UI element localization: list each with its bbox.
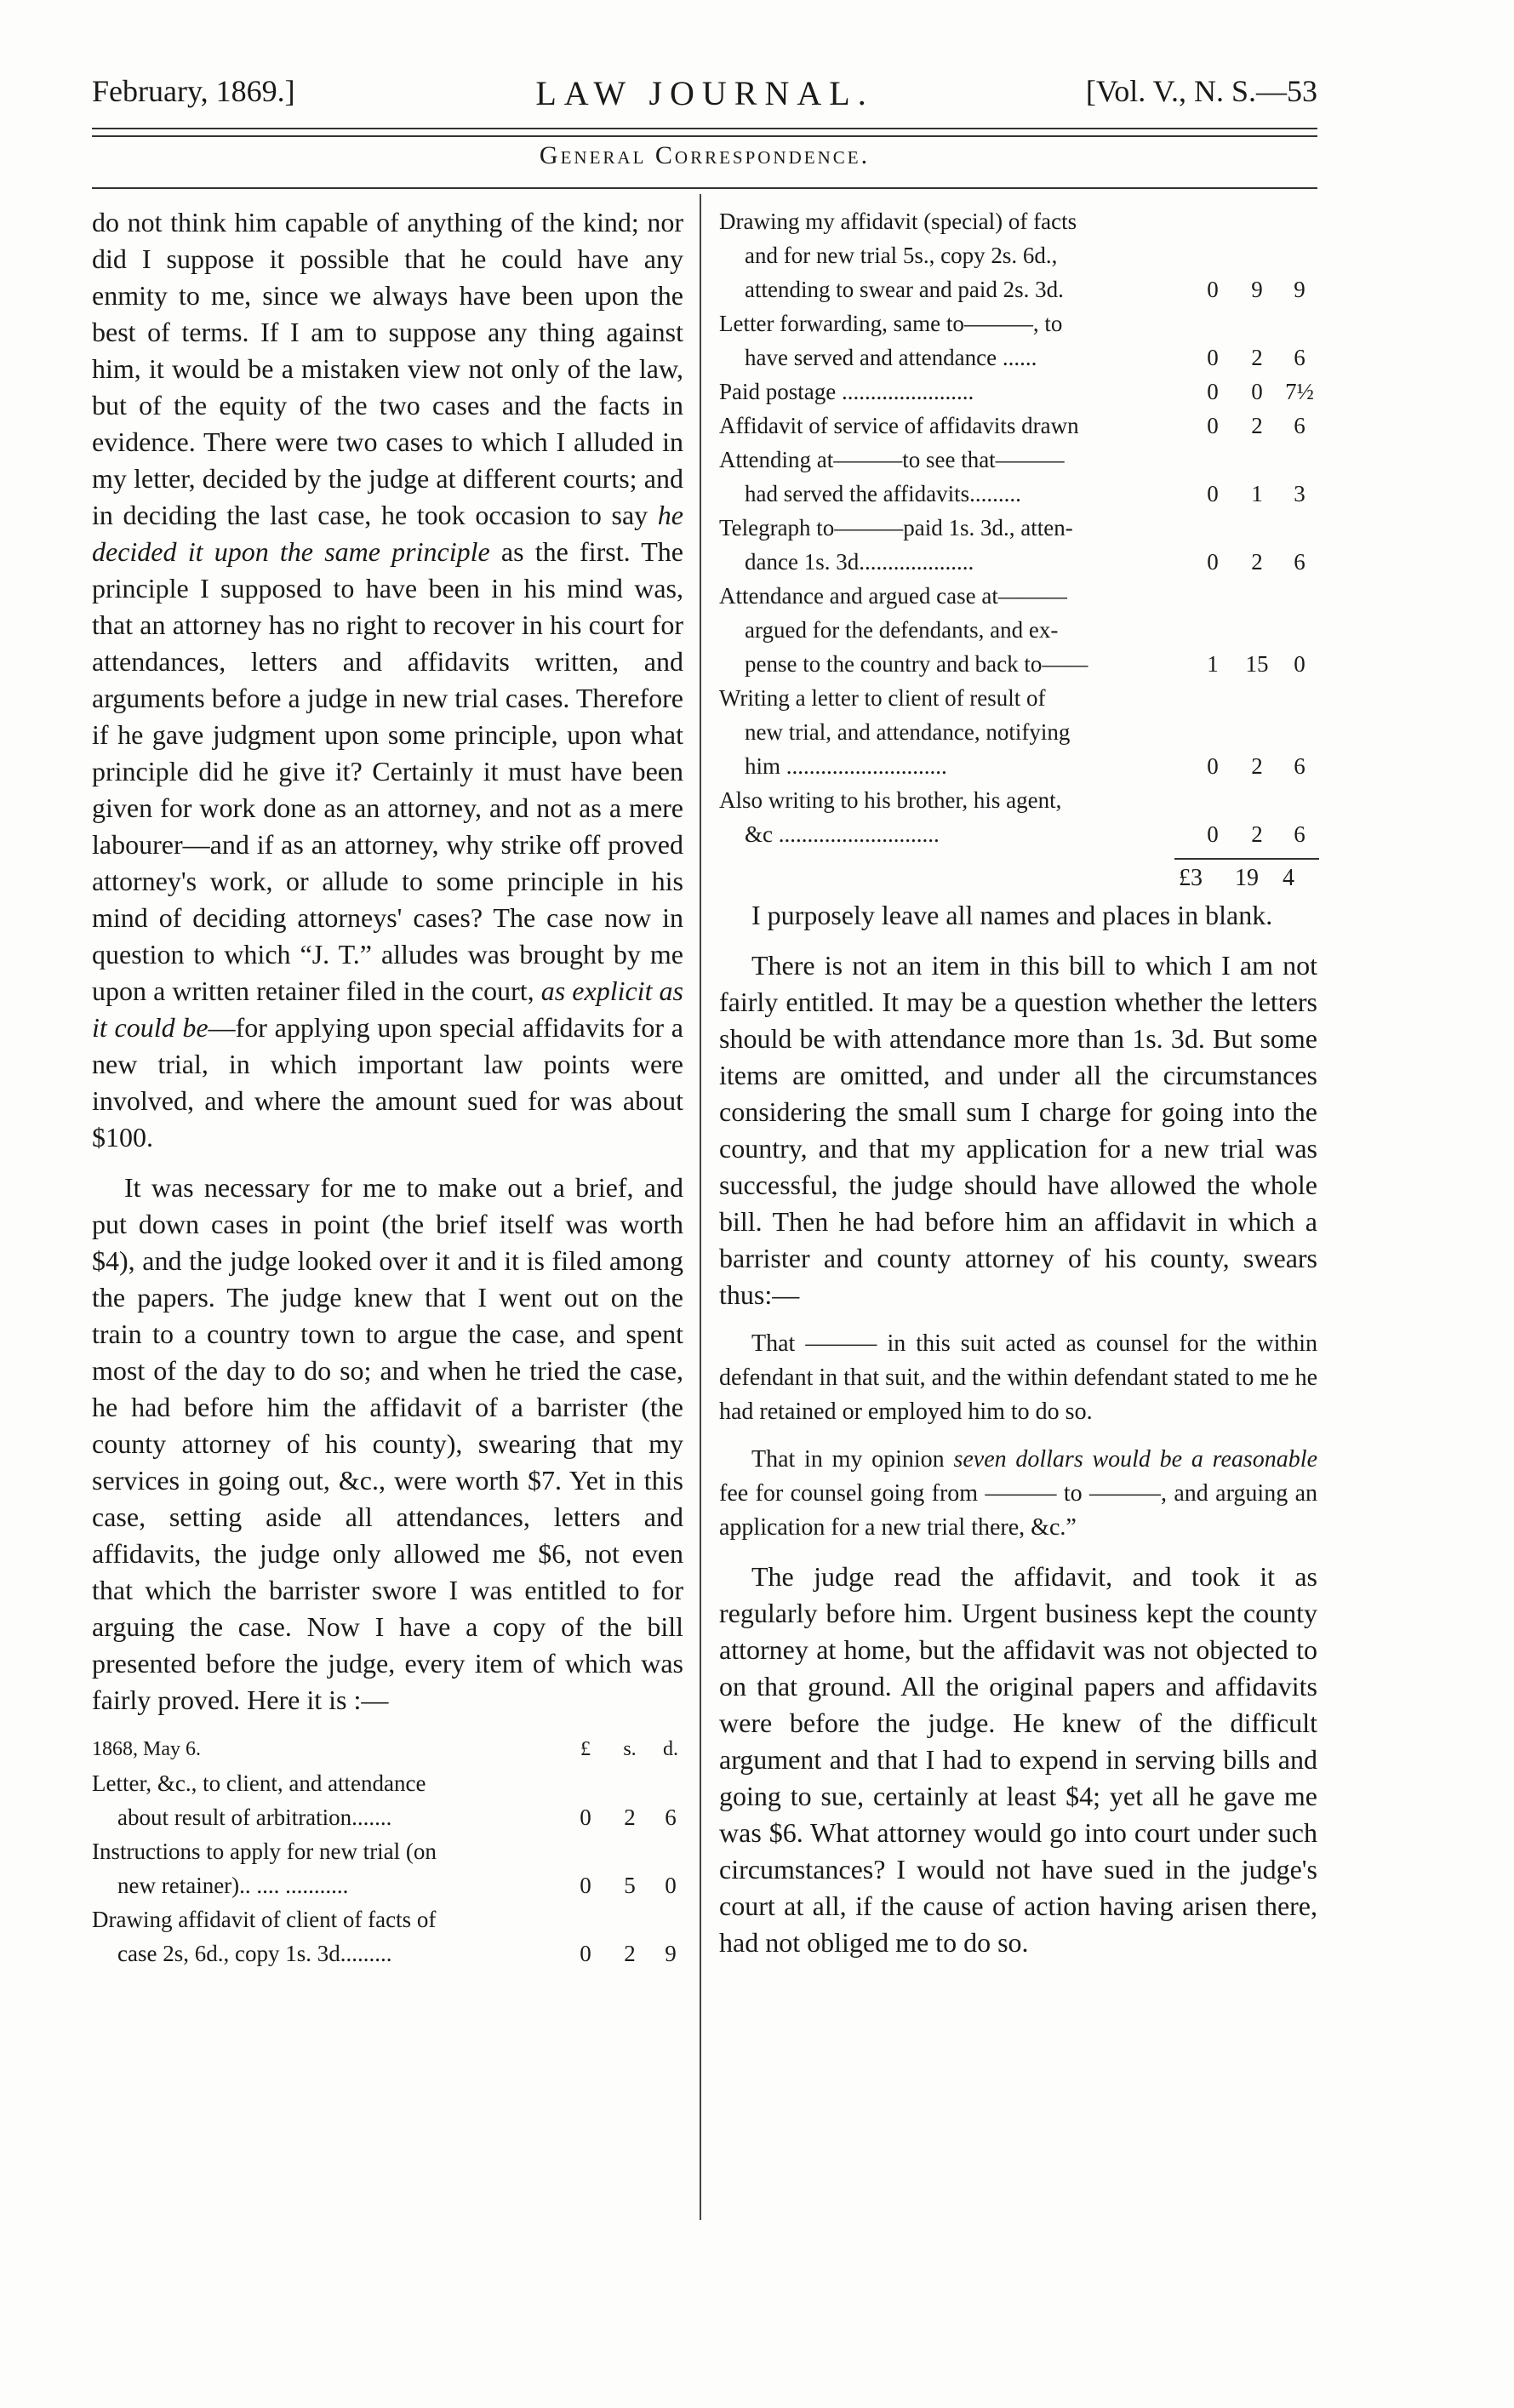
pounds-heading: £	[580, 1738, 591, 1760]
bill-item: Drawing affidavit of client of facts of case 2s, 6d., copy 1s. 3d......... 0 2 9	[92, 1907, 677, 1966]
running-header	[92, 73, 1317, 121]
total-shillings: 19	[1235, 865, 1259, 891]
total-pounds: £3	[1179, 865, 1203, 891]
bill-item: Letter, &c., to client, and attendance about result of arbitration....... 0 2 6	[92, 1770, 677, 1830]
column-divider	[700, 194, 701, 2220]
bill-item: Writing a letter to client of result of new trial, and attendance, notifying him ............................ 0 2 6	[719, 685, 1305, 779]
bill-item: Telegraph to———paid 1s. 3d., atten- dance 1s. 3d.................... 0 2 6	[719, 515, 1305, 575]
bill-item: Affidavit of service of affidavits drawn 0 2 6	[719, 413, 1305, 438]
header-double-rule	[92, 128, 1317, 137]
bill-item: Paid postage ....................... 0 0 7½	[719, 379, 1314, 404]
bill-item: Drawing my affidavit (special) of facts and for new trial 5s., copy 2s. 6d., attending to swear and paid 2s. 3d. 0 9 9	[719, 209, 1305, 302]
volume-page: [Vol. V., N. S.—53	[1085, 74, 1317, 108]
bill-item: Letter forwarding, same to———, to have served and attendance ...... 0 2 6	[719, 311, 1305, 370]
bill-date: 1868, May 6.	[92, 1738, 201, 1760]
paragraph: I purposely leave all names and places in blank.	[751, 900, 1273, 930]
total-pence: 4	[1283, 865, 1294, 891]
paragraph: It was necessary for me to make out a brief, and put down cases in point (the brief itself was worth $4), and the judge looked over it and it is filed among the papers. The judge knew that I went out on the train to a country town to argue the case, and spent most of the day to do so; and when he tried the case, he had before him the affidavit of a barrister (the county attorney of his county), swearing that my services in going out, &c., were worth $7. Yet in this case, setting aside all attendances, letters and affidavits, the judge only allowed me $6, not even that which the barrister swore I was entitled to for arguing the case. Now I have a copy of the bill presented before the judge, every item of which was fairly proved. Here it is :—	[92, 1172, 683, 1715]
affidavit-quote: That in my opinion seven dollars would be a reasonable fee for counsel going from ——— to ———, and arguing an application for a new trial there, &c.”	[719, 1446, 1317, 1541]
section-title: General Correspondence.	[539, 141, 871, 169]
bill-item: Instructions to apply for new trial (on new retainer).. .... ........... 0 5 0	[92, 1839, 677, 1898]
bill-item: Attendance and argued case at——— argued for the defendants, and ex- pense to the country and back to—— 1 15 0	[719, 583, 1305, 677]
bill-of-costs-continued	[719, 204, 1317, 897]
bill-total	[719, 860, 1317, 897]
pence-heading: d.	[663, 1738, 678, 1760]
shillings-heading: s.	[623, 1738, 637, 1760]
journal-title: LAW JOURNAL.	[535, 74, 874, 112]
bill-item: Also writing to his brother, his agent, &c ............................ 0 2 6	[719, 787, 1305, 847]
section-rule	[92, 187, 1317, 189]
paragraph: do not think him capable of anything of the kind; nor did I suppose it possible that he could have any enmity to me, since we always have been upon the best of terms. If I am to suppose any thing against him, it would be a mistaken view not only of the law, but of the equity of the two cases and the facts in evidence. There were two cases to which I alluded in my letter, decided by the judge at different courts; and in deciding the last case, he took occasion to say he decided it upon the same principle as the first. The principle I supposed to have been in his mind was, that an attorney has no right to recover in his court for attendances, letters and affidavits written, and arguments before a judge in new trial cases. Therefore if he gave judgment upon some principle, upon what principle did he give it? Certainly it must have been given for work done as an attorney, and not as a mere labourer—and if as an attorney, why strike off proved attorney's work, or allude to some principle in his mind of deciding attorneys' cases? The case now in question to which “J. T.” alludes was brought by me upon a written retainer filed in the court, as explicit as it could be—for applying upon special affidavits for a new trial, in which important law points were involved, and where the amount sued for was about $100.	[92, 207, 684, 1153]
issue-date: February, 1869.]	[92, 74, 295, 108]
left-column	[92, 204, 683, 1970]
right-column	[719, 204, 1317, 1975]
paragraph: The judge read the affidavit, and took it as regularly before him. Urgent business kept the county attorney at home, but the affidavit was not objected to on that ground. All the original papers and affidavits were before the judge. He knew of the difficult argument and that I had to expend in serving bills and going to sue, certainly at least $4; yet all he gave me was $6. What attorney would go into court under such circumstances? I would not have sued in the judge's court at all, if the cause of action having arisen there, had not obliged me to do so.	[719, 1561, 1317, 1958]
bill-item: Attending at———to see that——— had served the affidavits......... 0 1 3	[719, 447, 1305, 506]
bill-header	[92, 1732, 683, 1766]
affidavit-quote: That ——— in this suit acted as counsel for the within defendant in that suit, and the within defendant stated to me he had retained or employed him to do so.	[719, 1330, 1317, 1425]
paragraph: There is not an item in this bill to which I am not fairly entitled. It may be a question whether the letters should be with attendance more than 1s. 3d. But some items are omitted, and under all the circumstances considering the small sum I charge for going into the country, and that my application for a new trial was successful, the judge should have allowed the whole bill. Then he had before him an affidavit in which a barrister and county attorney of his county, swears thus:—	[719, 950, 1317, 1310]
bill-of-costs	[92, 1732, 683, 1970]
